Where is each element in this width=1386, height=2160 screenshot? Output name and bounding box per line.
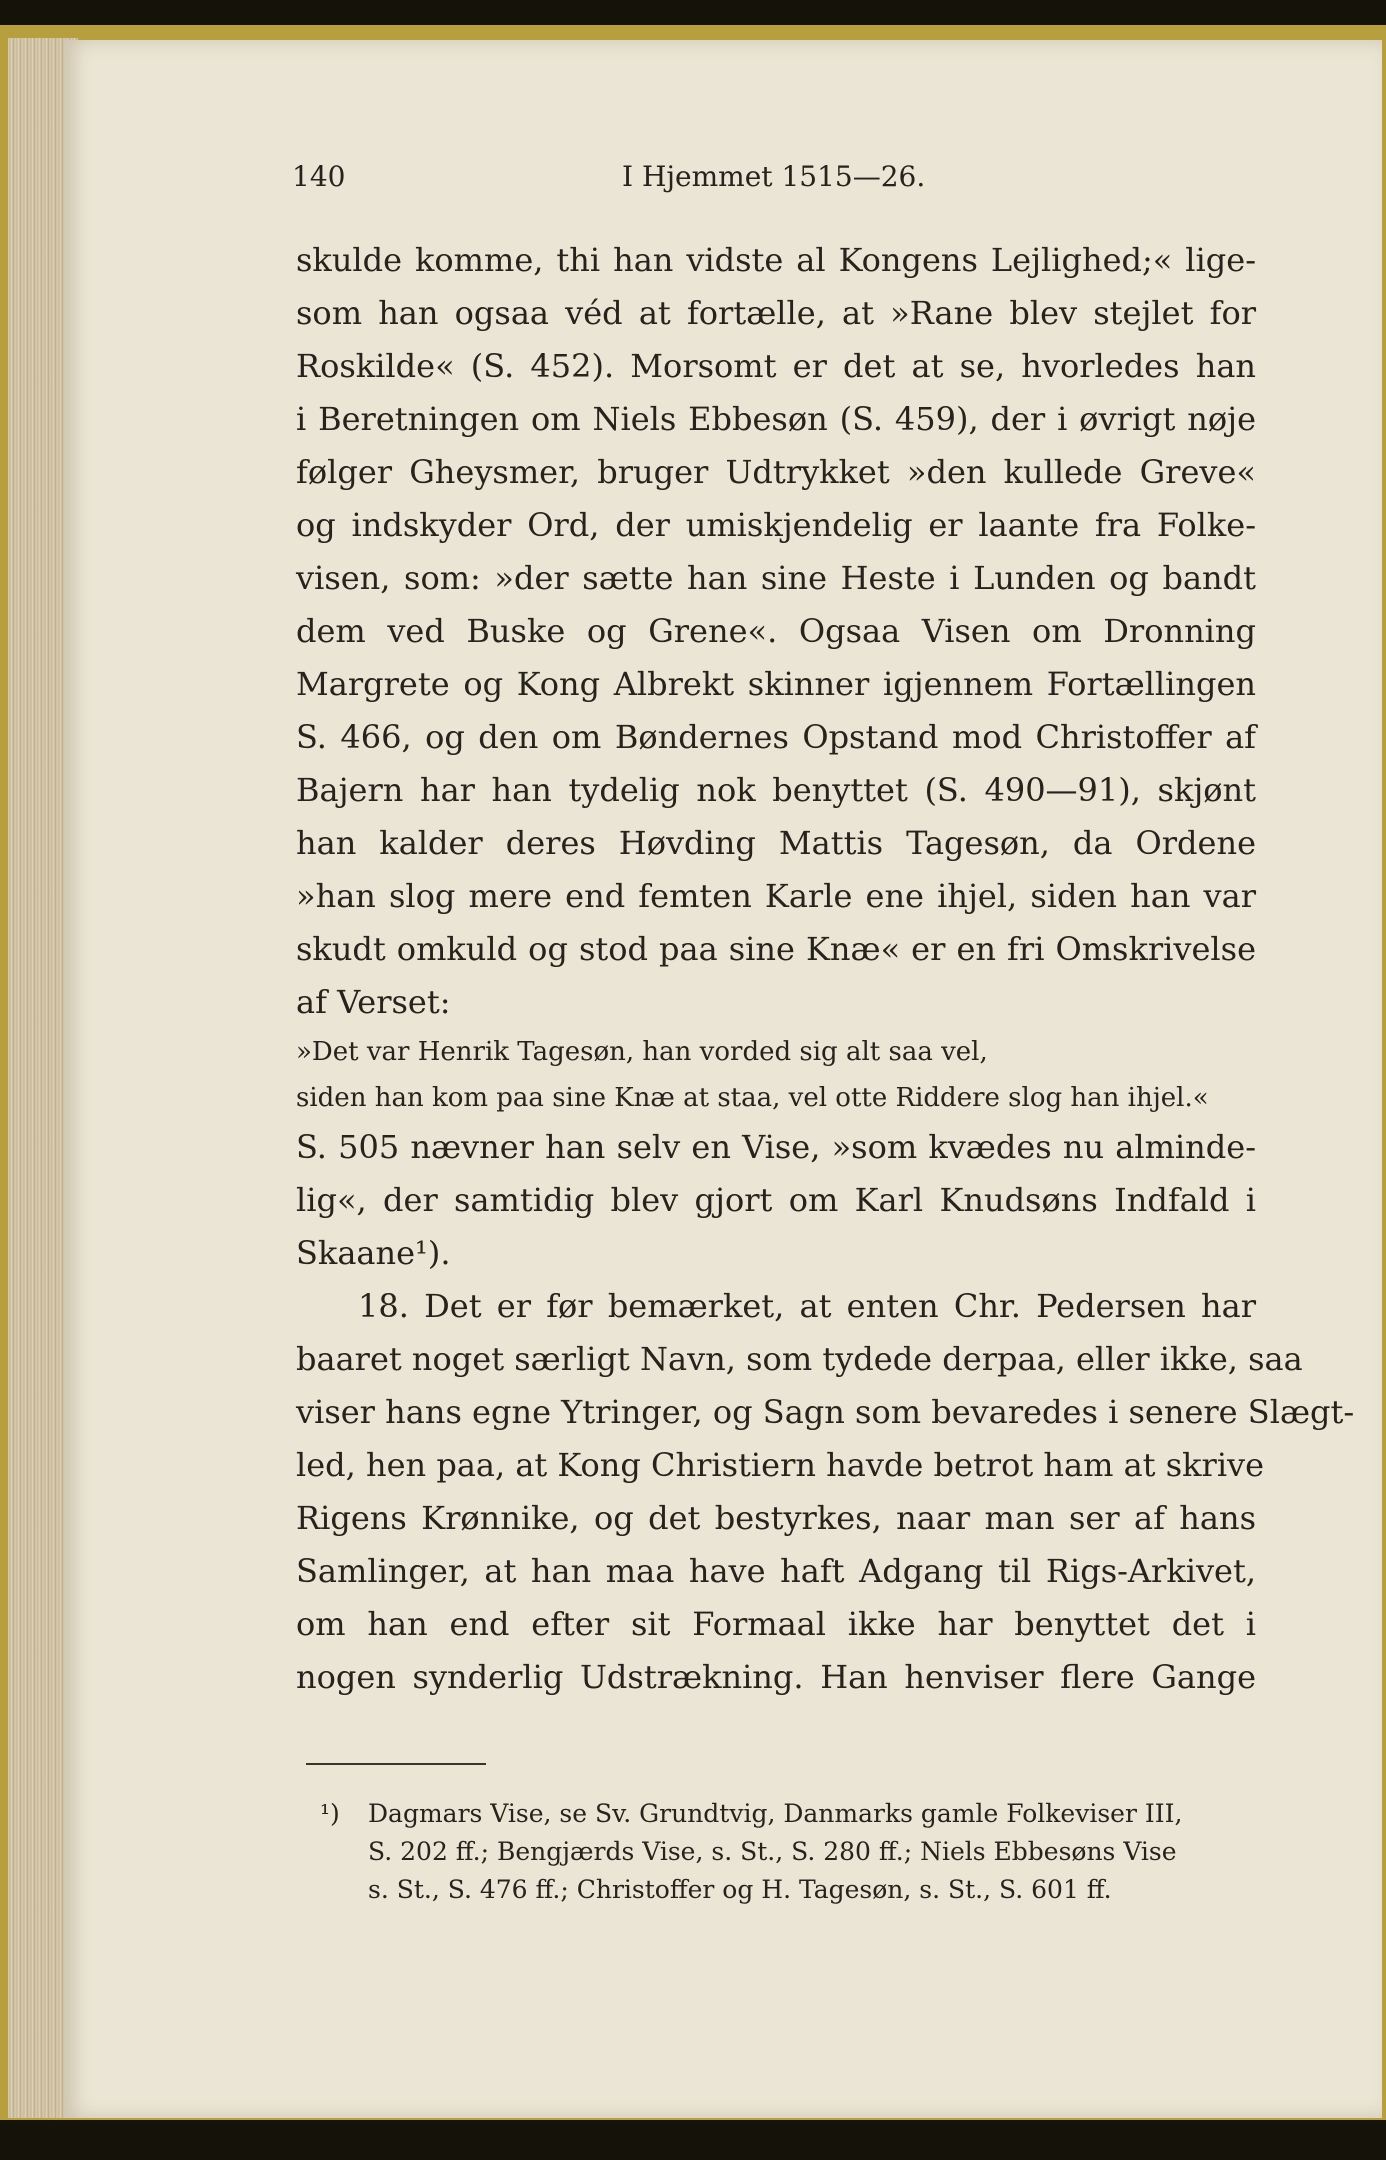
page-number: 140	[292, 160, 346, 193]
footnote	[320, 1795, 1250, 1909]
body-line: Skaane¹).	[296, 1234, 451, 1272]
body-line: af Verset:	[296, 983, 451, 1021]
main-text	[296, 234, 1355, 1704]
body-line: følger Gheysmer, bruger Udtrykket »den kullede Greve«	[296, 453, 1256, 491]
body-line: led, hen paa, at Kong Christiern havde betrot ham at skrive	[296, 1446, 1265, 1484]
footnote-line: s. St., S. 476 ff.; Christoffer og H. Tagesøn, s. St., S. 601 ff.	[368, 1875, 1112, 1904]
body-line: skulde komme, thi han vidste al Kongens Lejlighed;« lige-	[296, 241, 1256, 279]
running-title: I Hjemmet 1515—26.	[622, 160, 926, 193]
body-line: lig«, der samtidig blev gjort om Karl Knudsøns Indfald i	[296, 1181, 1256, 1219]
footnote-mark: ¹)	[320, 1799, 340, 1828]
body-line: viser hans egne Ytringer, og Sagn som bevaredes i senere Slægt-	[296, 1393, 1355, 1431]
body-line: nogen synderlig Udstrækning. Han henviser flere Gange	[296, 1658, 1256, 1696]
body-line: og indskyder Ord, der umiskjendelig er laante fra Folke-	[296, 506, 1256, 544]
body-line: Margrete og Kong Albrekt skinner igjennem Fortællingen	[296, 665, 1256, 703]
body-line: visen, som: »der sætte han sine Heste i Lunden og bandt	[296, 559, 1256, 597]
footnote-text: Dagmars Vise, se Sv. Grundtvig, Danmarks gamle Folkeviser III,	[368, 1799, 1183, 1828]
body-line: Rigens Krønnike, og det bestyrkes, naar man ser af hans	[296, 1499, 1256, 1537]
body-line: S. 466, og den om Bøndernes Opstand mod Christoffer af	[296, 718, 1256, 756]
body-line: »han slog mere end femten Karle ene ihjel, siden han var	[296, 877, 1256, 915]
body-line: S. 505 nævner han selv en Vise, »som kvædes nu alminde-	[296, 1128, 1256, 1166]
body-line: Samlinger, at han maa have haft Adgang til Rigs-Arkivet,	[296, 1552, 1256, 1590]
body-line: som han ogsaa véd at fortælle, at »Rane blev stejlet for	[296, 294, 1256, 332]
body-line: Bajern har han tydelig nok benyttet (S. 490—91), skjønt	[296, 771, 1256, 809]
body-line: dem ved Buske og Grene«. Ogsaa Visen om Dronning	[296, 612, 1256, 650]
footnote-line	[320, 1795, 1250, 1833]
paragraph-18-first-line: 18. Det er før bemærket, at enten Chr. Pedersen har	[358, 1287, 1256, 1325]
body-line: skudt omkuld og stod paa sine Knæ« er en fri Omskrivelse	[296, 930, 1256, 968]
footnote-divider	[306, 1763, 486, 1765]
body-line: Roskilde« (S. 452). Morsomt er det at se, hvorledes han	[296, 347, 1256, 385]
footnote-line: S. 202 ff.; Bengjærds Vise, s. St., S. 280 ff.; Niels Ebbesøns Vise	[368, 1837, 1177, 1866]
body-line: i Beretningen om Niels Ebbesøn (S. 459), der i øvrigt nøje	[296, 400, 1256, 438]
body-line: han kalder deres Høvding Mattis Tagesøn, da Ordene	[296, 824, 1256, 862]
body-line: baaret noget særligt Navn, som tydede derpaa, eller ikke, saa	[296, 1340, 1303, 1378]
verse-line: »Det var Henrik Tagesøn, han vorded sig alt saa vel,	[296, 1037, 988, 1067]
verse-line: siden han kom paa sine Knæ at staa, vel otte Riddere slog han ihjel.«	[296, 1083, 1209, 1113]
body-line: om han end efter sit Formaal ikke har benyttet det i	[296, 1605, 1256, 1643]
